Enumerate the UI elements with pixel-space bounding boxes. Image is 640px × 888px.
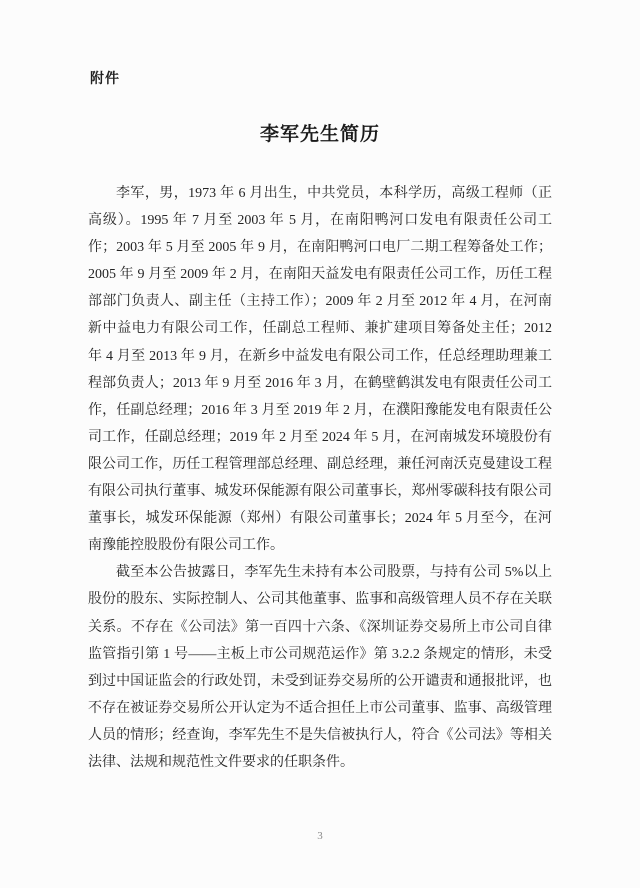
attachment-label: 附件: [90, 72, 120, 87]
resume-paragraph: 李军，男，1973 年 6 月出生，中共党员，本科学历，高级工程师（正高级）。1995 年 7 月至 2003 年 5 月，在南阳鸭河口发电有限责任公司工作；2003 年 5 月至 2005 年 9 月，在南阳鸭河口电厂二期工程筹备处工作；2005 年 9 月至 2009 年 2 月，在南阳天益发电有限责任公司工作，历任工程部部门负责人、副主任（主持工作）；2009 年 2 月至 2012 年 4 月，在河南新中益电力有限公司工作，任副总工程师、兼扩建项目筹备处主任；2012 年 4 月至 2013 年 9 月，在新乡中益发电有限公司工作，任总经理助理兼工程部负责人；2013 年 9 月至 2016 年 3 月，在鹤壁鹤淇发电有限责任公司工作，任副总经理；2016 年 3 月至 2019 年 2 月，在濮阳豫能发电有限责任公司工作，任副总经理；2019 年 2 月至 2024 年 5 月，在河南城发环境股份有限公司工作，历任工程管理部总经理、副总经理，兼任河南沃克曼建设工程有限公司执行董事、城发环保能源有限公司董事长，郑州零碳科技有限公司董事长，城发环保能源（郑州）有限公司董事长；2024 年 5 月至今，在河南豫能控股股份有限公司工作。: [88, 186, 552, 554]
page-number: 3: [317, 830, 323, 842]
qualification-paragraph: 截至本公告披露日，李军先生未持有本公司股票，与持有公司 5%以上股份的股东、实际控制人、公司其他董事、监事和高级管理人员不存在关联关系。不存在《公司法》第一百四十六条、《深圳证券交易所上市公司自律监管指引第 1 号——主板上市公司规范运作》第 3.2.2 条规定的情形，未受到过中国证监会的行政处罚，未受到证券交易所的公开谴责和通报批评，也不存在被证券交易所公开认定为不适合担任上市公司董事、监事、高级管理人员的情形；经查询，李军先生不是失信被执行人，符合《公司法》等相关法律、法规和规范性文件要求的任职条件。: [88, 565, 552, 770]
page-footer: [0, 830, 640, 842]
document-title: 李军先生简历: [259, 124, 380, 145]
document-body: [88, 180, 552, 776]
